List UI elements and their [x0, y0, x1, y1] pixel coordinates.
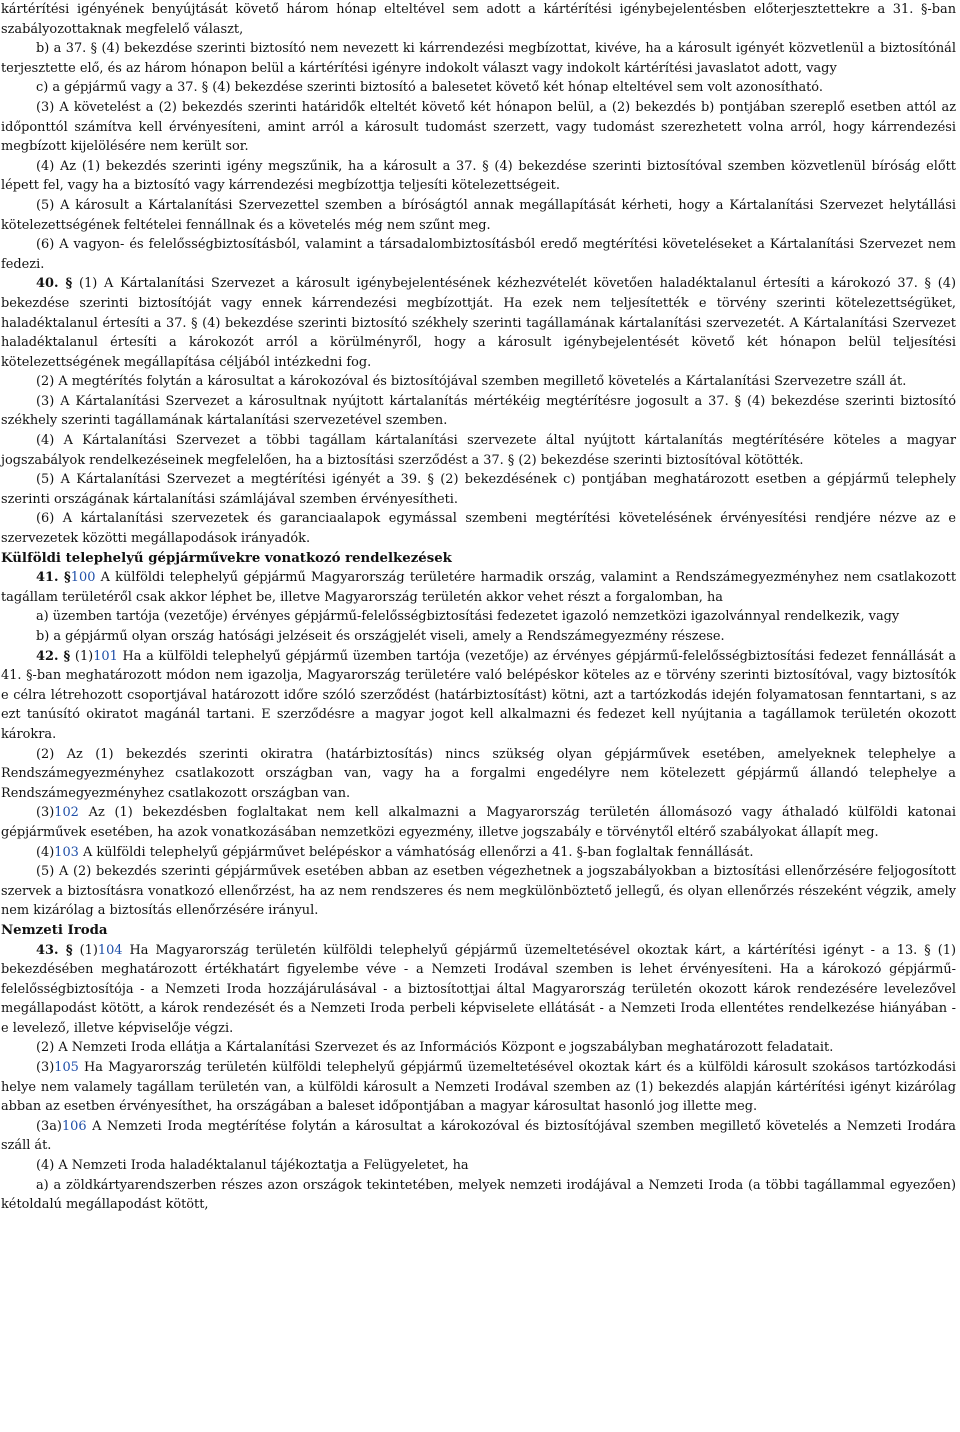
section-number: 41. § [36, 570, 71, 586]
text-run: A külföldi telephelyű gépjárművet belépéskor a vámhatóság ellenőrzi a 41. §-ban foglaltak fennállását. [78, 844, 754, 860]
text-run: (4) A Nemzeti Iroda haladéktalanul tájékoztatja a Felügyeletet, ha [36, 1158, 469, 1174]
paragraph [1, 372, 956, 392]
paragraph [1, 941, 956, 1039]
text-run: (6) A vagyon- és felelősségbiztosításból, valamint a társadalombiztosításból eredő megtérítési követeléseket a Kártalanítási Szervezet nem fedezi. [1, 237, 956, 272]
text-run: (4) [36, 844, 55, 860]
text-run: A külföldi telephelyű gépjármű Magyarország területére harmadik ország, valamint a Rendszámegyezményhez nem csatlakozott tagállam területéről csak akkor léphet be, illetve Magyarország területén akkor vehet részt a forgalomban, ha [1, 570, 957, 605]
footnote-ref[interactable]: 102 [54, 805, 79, 821]
text-run: (3) [36, 1060, 55, 1076]
paragraph [1, 647, 956, 745]
text-run: c) a gépjármű vagy a 37. § (4) bekezdése szerinti biztosító a balesetet követő két hónap elteltével sem volt azonosítható. [36, 80, 823, 96]
paragraph [1, 862, 956, 921]
footnote-ref[interactable]: 100 [70, 570, 96, 586]
section-number: 40. § [36, 276, 73, 292]
text-run: (4) A Kártalanítási Szervezet a többi tagállam kártalanítási szervezete által nyújtott kártalanítás megtérítésére köteles a magyar jogszabályok rendelkezéseinek megfelelően, ha a biztosítási szerződést a 37. § (2) bekezdése szerinti biztosítóval kötötték. [1, 433, 956, 468]
paragraph [1, 0, 956, 39]
paragraph [1, 39, 956, 78]
text-run: kártérítési igényének benyújtását követő három hónap elteltével sem adott a kártérítési igénybejelentésben előterjesztettekre a 31. §-ban szabályozottaknak megfelelő választ, [1, 2, 956, 37]
text-run: b) a 37. § (4) bekezdése szerinti biztosító nem nevezett ki kárrendezési megbízottat, kivéve, ha a károsult igényét közvetlenül a biztosítónál terjesztette elő, és az három hónapon belül a kártérítési igényre indokolt választ vagy indokolt kártérítési javaslatot adott, vagy [1, 41, 956, 76]
text-run: (2) A Nemzeti Iroda ellátja a Kártalanítási Szervezet és az Információs Központ e jogszabályban meghatározott feladatait. [36, 1040, 834, 1056]
text-run: (1) [70, 648, 94, 664]
paragraph [1, 470, 956, 509]
paragraph [1, 607, 956, 627]
paragraph [1, 745, 956, 804]
paragraph [1, 568, 956, 607]
paragraph [1, 1156, 956, 1176]
section-heading [1, 549, 956, 569]
text-run: (4) Az (1) bekezdés szerinti igény megszűnik, ha a károsult a 37. § (4) bekezdése szerinti biztosítóval szemben közvetlenül bíróság előtt lépett fel, vagy ha a biztosító vagy kárrendezési megbízottja teljesíti kötelezettségeit. [1, 158, 956, 194]
paragraph [1, 157, 956, 196]
paragraph [1, 1038, 956, 1058]
paragraph [1, 803, 956, 842]
paragraph [1, 235, 956, 274]
text-run: Ha Magyarország területén külföldi telephelyű gépjármű üzemeltetésével okoztak kárt és a külföldi károsult szokásos tartózkodási helye nem valamely tagállam területén van, a külföldi károsult a Nemzeti Irodával szemben az (1) bekezdés alapján kártérítési igényt kizárólag abban az esetben érvényesíthet, ha országában a baleset időpontjában a magyar károsultat hasonló jog illette meg. [1, 1060, 956, 1115]
paragraph [1, 78, 956, 98]
paragraph [1, 1058, 956, 1117]
paragraph [1, 843, 956, 863]
text-run: a) a zöldkártyarendszerben részes azon országok tekintetében, melyek nemzeti irodájával a Nemzeti Iroda (a többi tagállammal egyezően) kétoldalú megállapodást kötött, [1, 1177, 956, 1213]
section-number: 43. § [36, 942, 73, 958]
text-run: Az (1) bekezdésben foglaltakat nem kell alkalmazni a Magyarország területén állomásozó vagy áthaladó külföldi katonai gépjárművek esetében, ha azok vonatkozásában nemzetközi egyezmény, illetve jogszabály e törvénytől eltérő szabályokat állapít meg. [1, 805, 956, 840]
paragraph [1, 431, 956, 470]
paragraph [1, 196, 956, 235]
paragraph [1, 1176, 956, 1215]
section-heading [1, 921, 956, 941]
paragraph [1, 274, 956, 372]
text-run: (3) [36, 805, 55, 821]
paragraph [1, 392, 956, 431]
text-run: b) a gépjármű olyan ország hatósági jelzéseit és országjelét viseli, amely a Rendszámegyezmény részese. [36, 629, 725, 644]
footnote-ref[interactable]: 103 [54, 844, 79, 860]
footnote-ref[interactable]: 106 [61, 1118, 87, 1134]
text-run: (3a) [36, 1118, 62, 1134]
text-run: Ha Magyarország területén külföldi telephelyű gépjármű üzemeltetésével okoztak kárt, a kártérítési igényt - a 13. § (1) bekezdésében meghatározott értékhatárt figyelembe véve - a Nemzeti Irodával szemben is lehet érvényesíteni. Ha a károkozó gépjármű-felelősségbiztosítója - a Nemzeti Iroda hozzájárulásával - a biztosítottjai által Magyarország területén okozott károk rendezésére levelezővel megállapodást kötött, a károk rendezését és a Nemzeti Iroda perbeli képviselete ellátását - a Nemzeti Iroda ellentétes rendelkezése hiányában - e levelező, illetve képviselője végzi. [1, 942, 957, 1036]
text-run: (3) A követelést a (2) bekezdés szerinti határidők elteltét követő két hónapon belül, a (2) bekezdés b) pontjában szereplő esetben attól az időponttól számítva kell érvényesíteni, amint arról a károsult tudomást szerzett, vagy tudomást szerezhetett volna arról, hogy kárrendezési megbízott kijelölésére nem került sor. [1, 99, 956, 155]
text-run: (2) Az (1) bekezdés szerinti okiratra (határbiztosítás) nincs szükség olyan gépjárművek esetében, amelyeknek telephelye a Rendszámegyezményhez csatlakozott országban van, vagy ha a forgalmi engedélyre nem kötelezett gépjármű állandó telephelye a Rendszámegyezményhez csatlakozott országban van. [1, 746, 956, 801]
text-run: (1) A Kártalanítási Szervezet a károsult igénybejelentésének kézhezvételét követően haladéktalanul értesíti a károkozó 37. § (4) bekezdése szerinti biztosítóját vagy ennek kárrendezési megbízottját. Ha ezek nem teljesítették e törvény szerinti kötelezettségüket, haladéktalanul értesíti a 37. § (4) bekezdése szerinti biztosító székhely szerinti tagállamának kártalanítási szervezetét. A Kártalanítási Szervezet haladéktalanul értesíti a károkozót arról a körülményről, hogy a károsult igénybejelentését követő két hónapon belül teljesítési kötelezettségének megállapítása céljából intézkedni fog. [1, 276, 956, 370]
text-run: (2) A megtérítés folytán a károsultat a károkozóval és biztosítójával szemben megillető követelés a Kártalanítási Szervezetre száll át. [36, 374, 907, 390]
footnote-ref[interactable]: 104 [97, 942, 123, 958]
text-run: (5) A (2) bekezdés szerinti gépjárművek esetében abban az esetben végezhetnek a jogszabályokban a biztosítási ellenőrzésére feljogosított szervek a biztosításra vonatkozó ellenőrzést, ha az nem rendszeres és nem megkülönböztető jellegű, és olyan ellenőrzés részeként végzik, amely nem kizárólag a biztosítás ellenőrzésére irányul. [1, 864, 956, 919]
text-run: Nemzeti Iroda [1, 922, 108, 938]
paragraph [1, 627, 956, 647]
text-run: Külföldi telephelyű gépjárművekre vonatkozó rendelkezések [1, 550, 452, 566]
text-run: (3) A Kártalanítási Szervezet a károsultnak nyújtott kártalanítás mértékéig megtérítésre jogosult a 37. § (4) bekezdése szerinti biztosító székhely szerinti tagállamának kártalanítási szervezetével szemben. [1, 393, 956, 429]
paragraph [1, 98, 956, 157]
section-number: 42. § [36, 648, 71, 664]
text-run: (5) A Kártalanítási Szervezet a megtérítési igényét a 39. § (2) bekezdésének c) pontjában meghatározott esetben a gépjármű telephely szerinti országának kártalanítási számlájával szemben érvényesítheti. [1, 472, 956, 507]
text-run: Ha a külföldi telephelyű gépjármű üzemben tartója (vezetője) az érvényes gépjármű-felelősségbiztosítási fedezet fennállását a 41. §-ban meghatározott módon nem igazolja, Magyarország területére való belépéskor köteles az e törvény szerinti biztosítóval, vagy biztosítók e célra létrehozott csoportjával határozott időre szóló szerződést (határbiztosítást) kötni, azt a tartózkodás idején folyamatosan fenntartani, s az ezt tanúsító okiratot magánál tartani. E szerződésre a magyar jogot kell alkalmazni és fedezet kell nyújtania a tagállamok területén okozott károkra. [1, 648, 957, 742]
paragraph [1, 509, 956, 548]
paragraph [1, 1117, 956, 1156]
footnote-ref[interactable]: 105 [54, 1060, 79, 1076]
text-run: (1) [72, 942, 98, 958]
footnote-ref[interactable]: 101 [93, 648, 118, 664]
text-run: (6) A kártalanítási szervezetek és garanciaalapok egymással szembeni megtérítési követelésének érvényesítési rendjére nézve az e szervezetek közötti megállapodások irányadók. [1, 511, 956, 547]
text-run: a) üzemben tartója (vezetője) érvényes gépjármű-felelősségbiztosítási fedezetet igazoló nemzetközi igazolvánnyal rendelkezik, vagy [36, 609, 900, 625]
text-run: A Nemzeti Iroda megtérítése folytán a károsultat a károkozóval és biztosítójával szemben megillető követelés a Nemzeti Irodára száll át. [1, 1118, 956, 1154]
text-run: (5) A károsult a Kártalanítási Szervezettel szemben a bíróságtól annak megállapítását kérheti, hogy a Kártalanítási Szervezet helytállási kötelezettségének feltételei fennállnak és a követelés még nem szűnt meg. [1, 197, 956, 233]
